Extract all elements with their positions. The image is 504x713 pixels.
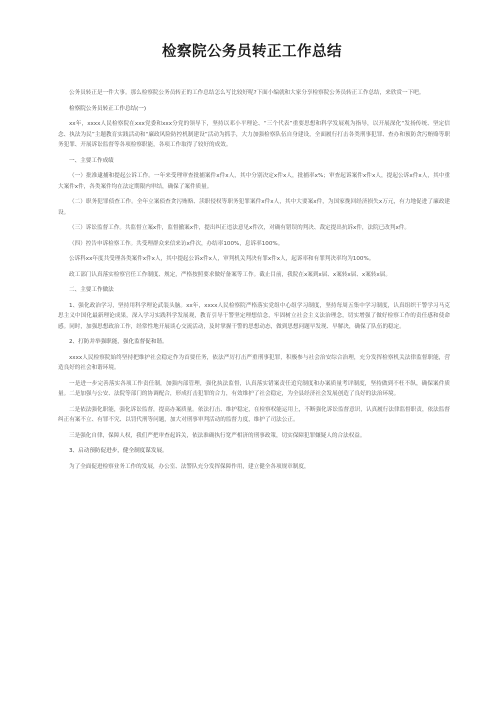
- paragraph: （一）批准逮捕和提起公诉工作。一年来受理审查批捕案件x件x人，其中分别决定x件x人，批捕率x%；审查起诉案件x件x人，提起公诉x件x人，其中重大案件x件，各类案件均在法定期限内审结，确保了案件质量。: [58, 173, 450, 190]
- section-heading: 二、主要工作做法: [69, 287, 114, 293]
- paragraph: 政工部门认真落实检察官任工作制度、规定，严格按照要求做好备案等工作。截止目前，我院在x案到x届、x案转x届、x案转x届。: [69, 271, 391, 278]
- paragraph: xxxx人民检察院始终坚持把维护社会稳定作为首要任务，依法严厉打击严重刑事犯罪，积极参与社会治安综合治理，充分发挥检察机关法律监督职能，营造良好的社会和谐环境。: [58, 354, 450, 371]
- paragraph: （四）控告申诉检察工作。共受理群众来信来访x件次，办结率100%，息诉率100%。: [69, 240, 284, 247]
- paragraph: 1、强化政治学习，坚持用科学理论武装头脑。xx年，xxxx人民检察院严格落实党组中心组学习制度，坚持每周五集中学习制度，认真组织干警学习马克思主义中国化最新理论成果，深入学习实践科学发展观，教育引导干警坚定理想信念，牢固树立社会主义法治理念，切实增强了做好检察工作的责任感和使命感。同时，加强思想政治工作，经常性地开展谈心交流活动，及时掌握干警的思想动态，做到思想问题早发现、早解决，确保了队伍的稳定。: [58, 302, 450, 330]
- paragraph: xx年，xxxx人民检察院在xxx党委和xxx分党的领导下，坚持以邓小平理论、“三个代表”重要思想和科学发展观为指导，以开展深化“发扬传统、坚定信念、执法为民”主题教育实践活动和“廉政风险防控机制建设”活动为抓手，大力加强检察队伍自身建设，全面履行打击各类刑事犯罪、查办和预防贪污贿赂等职务犯罪、开展诉讼监督等各项检察职能，各项工作取得了较好的成效。: [58, 121, 450, 148]
- paragraph: 公务员转正是一件大事。那么检察院公务员转正的工作总结怎么写比较好呢?下面小编就和大家分享检察院公务员转正工作总结，来欣赏一下吧。: [69, 90, 425, 96]
- sub-heading: 3、启动预防促进步，健全制度谋发展。: [69, 448, 168, 454]
- document-body: [58, 88, 450, 472]
- paragraph: 为了全面促进检察业务工作的发展，办公室、法警队充分发挥保障作用，建立健全各项规章制度，: [69, 463, 310, 470]
- paragraph: （三）诉讼监督工作。共监督立案x件，监督撤案x件，提出纠正违法意见x件次，对确有错误的判决、裁定提出抗诉x件，法院已改判x件。: [69, 225, 410, 231]
- section-heading: 一、主要工作成绩: [69, 157, 114, 164]
- sub-heading: 2、打防并举强职能，强化监督促和谐。: [69, 339, 168, 345]
- paragraph: （二）职务犯罪侦查工作。全年立案侦查贪污贿赂、渎职侵权等职务犯罪案件x件x人，其中大要案x件，为国家挽回经济损失x万元，有力地促进了廉政建设。: [58, 199, 450, 216]
- paragraph: 二是依法强化职能，强化诉讼监督，提高办案质量。依法打击、维护稳定，在检察权能运用上，不断强化诉讼监督意识，认真履行法律监督职责，依法监督纠正有案不立、有罪不究、以罚代刑等问题，加大对刑事审判活动的监督力度，维护了司法公正。: [58, 406, 450, 423]
- paragraph: 三是强化自律，保障人权，我们严把审查起诉关，依法准确执行宽严相济的刑事政策，切实保障犯罪嫌疑人的合法权益。: [69, 432, 366, 439]
- paragraph: 公诉科xx年度共受理各类案件x件x人，其中提起公诉x件x人，审判机关判决有罪x件x人，起诉率和有罪判决率均为100%。: [69, 256, 375, 262]
- paragraph: 检察院公务员转正工作总结(一): [69, 105, 147, 112]
- document-title: 检察院公务员转正工作总结: [162, 44, 342, 60]
- paragraph: 一是进一步完善落实各项工作责任制，加强内部管理，强化执法监督，认真落实错案责任追究制度和办案质量考评制度，坚持做到不枉不纵，确保案件质量。二是加强与公安、法院等部门的协调配合，形成打击犯罪的合力，有效维护了社会稳定，为全县经济社会发展创造了良好的法治环境。: [58, 380, 450, 397]
